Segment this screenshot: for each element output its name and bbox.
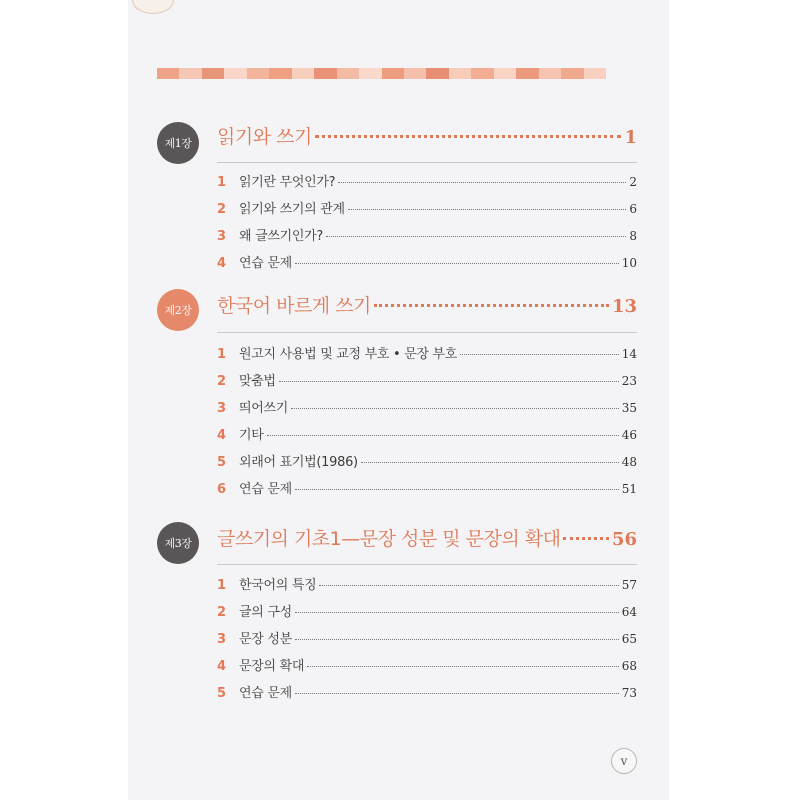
entry-number: 2 [217,202,227,217]
entry-page: 23 [621,374,637,388]
entry-number: 5 [217,455,227,470]
entry-label: 문장의 확대 [239,659,305,674]
decorative-bar-segment [247,68,269,79]
decorative-color-bar [157,68,606,79]
leader-dots [460,354,619,355]
toc-entry[interactable] [217,424,637,444]
entry-label: 기타 [239,428,264,443]
leader-dots [267,435,619,436]
entry-number: 4 [217,659,227,674]
entry-number: 3 [217,401,227,416]
entry-label: 원고지 사용법 및 교정 부호 • 문장 부호 [239,347,458,362]
leader-dots [338,182,626,183]
toc-entry[interactable] [217,397,637,417]
chapter-badge: 제2장 [157,289,199,331]
toc-entry[interactable] [217,252,637,272]
entry-label: 한국어의 특징 [239,578,317,593]
chapter-rule [217,564,637,565]
decorative-bar-segment [494,68,516,79]
decorative-bar-segment [539,68,561,79]
toc-entry[interactable] [217,451,637,471]
entry-label: 연습 문제 [239,686,292,701]
leader-dots [279,381,619,382]
chapter-title: 글쓰기의 기초1—문장 성분 및 문장의 확대 [217,528,561,550]
toc-entry[interactable] [217,682,637,702]
toc-entry[interactable] [217,628,637,648]
toc-entry[interactable] [217,343,637,363]
chapter-title: 읽기와 쓰기 [217,126,312,148]
leader-dots [319,585,618,586]
entry-label: 연습 문제 [239,482,292,497]
chapter-rule [217,162,637,163]
decorative-bar-segment [561,68,583,79]
entry-label: 띄어쓰기 [239,401,289,416]
leader-dots [295,639,619,640]
entry-number: 2 [217,374,227,389]
decorative-bar-segment [584,68,606,79]
chapter-page: 13 [611,296,637,317]
leader-dots [295,693,619,694]
leader-dots [563,537,608,540]
entry-page: 2 [629,175,637,189]
chapter-title-row[interactable] [217,122,637,154]
chapter-badge: 제3장 [157,522,199,564]
entry-page: 10 [621,256,637,270]
entry-label: 왜 글쓰기인가? [239,229,323,244]
entry-label: 문장 성분 [239,632,292,647]
toc-entry[interactable] [217,225,637,245]
entry-number: 4 [217,428,227,443]
chapter-badge: 제1장 [157,122,199,164]
decorative-bar-segment [426,68,448,79]
leader-dots [295,489,619,490]
leader-dots [295,263,619,264]
entry-page: 51 [621,482,637,496]
entry-number: 3 [217,632,227,647]
decorative-bar-segment [449,68,471,79]
toc-entry[interactable] [217,655,637,675]
leader-dots [307,666,619,667]
entry-page: 64 [621,605,637,619]
toc-entry[interactable] [217,601,637,621]
page-number-badge: v [611,748,637,774]
entry-number: 2 [217,605,227,620]
entry-page: 35 [621,401,637,415]
leader-dots [348,209,627,210]
entry-label: 외래어 표기법(1986) [239,455,358,470]
decorative-bar-segment [224,68,246,79]
chapter-page: 56 [611,529,637,550]
chapter-title-row[interactable] [217,524,637,556]
entry-page: 68 [621,659,637,673]
decorative-bar-segment [202,68,224,79]
entry-page: 57 [621,578,637,592]
leader-dots [326,236,626,237]
decorative-bar-segment [314,68,336,79]
entry-number: 1 [217,578,227,593]
decorative-bar-segment [382,68,404,79]
entry-label: 연습 문제 [239,256,292,271]
toc-entry[interactable] [217,171,637,191]
leader-dots [374,304,609,307]
chapter-page: 1 [624,127,637,148]
decorative-bar-segment [292,68,314,79]
toc-entry[interactable] [217,198,637,218]
entry-page: 8 [629,229,637,243]
chapter-title: 한국어 바르게 쓰기 [217,295,371,317]
chapter-rule [217,332,637,333]
decorative-bar-segment [404,68,426,79]
entry-label: 읽기와 쓰기의 관계 [239,202,345,217]
entry-number: 5 [217,686,227,701]
entry-number: 4 [217,256,227,271]
toc-entry[interactable] [217,574,637,594]
leader-dots [291,408,619,409]
entry-page: 48 [621,455,637,469]
entry-page: 73 [621,686,637,700]
leader-dots [295,612,619,613]
decorative-bar-segment [471,68,493,79]
chapter-title-row[interactable] [217,291,637,323]
entry-page: 6 [629,202,637,216]
leader-dots [315,135,622,138]
entry-page: 14 [621,347,637,361]
decorative-bar-segment [337,68,359,79]
entry-number: 1 [217,347,227,362]
entry-number: 3 [217,229,227,244]
entry-label: 글의 구성 [239,605,292,620]
entry-number: 1 [217,175,227,190]
entry-label: 읽기란 무엇인가? [239,175,336,190]
decorative-bar-segment [269,68,291,79]
leader-dots [361,462,619,463]
decorative-bar-segment [157,68,179,79]
entry-page: 46 [621,428,637,442]
entry-number: 6 [217,482,227,497]
entry-page: 65 [621,632,637,646]
decorative-bar-segment [359,68,381,79]
toc-entry[interactable] [217,370,637,390]
toc-entry[interactable] [217,478,637,498]
decorative-bar-segment [179,68,201,79]
decorative-bar-segment [516,68,538,79]
entry-label: 맞춤법 [239,374,276,389]
